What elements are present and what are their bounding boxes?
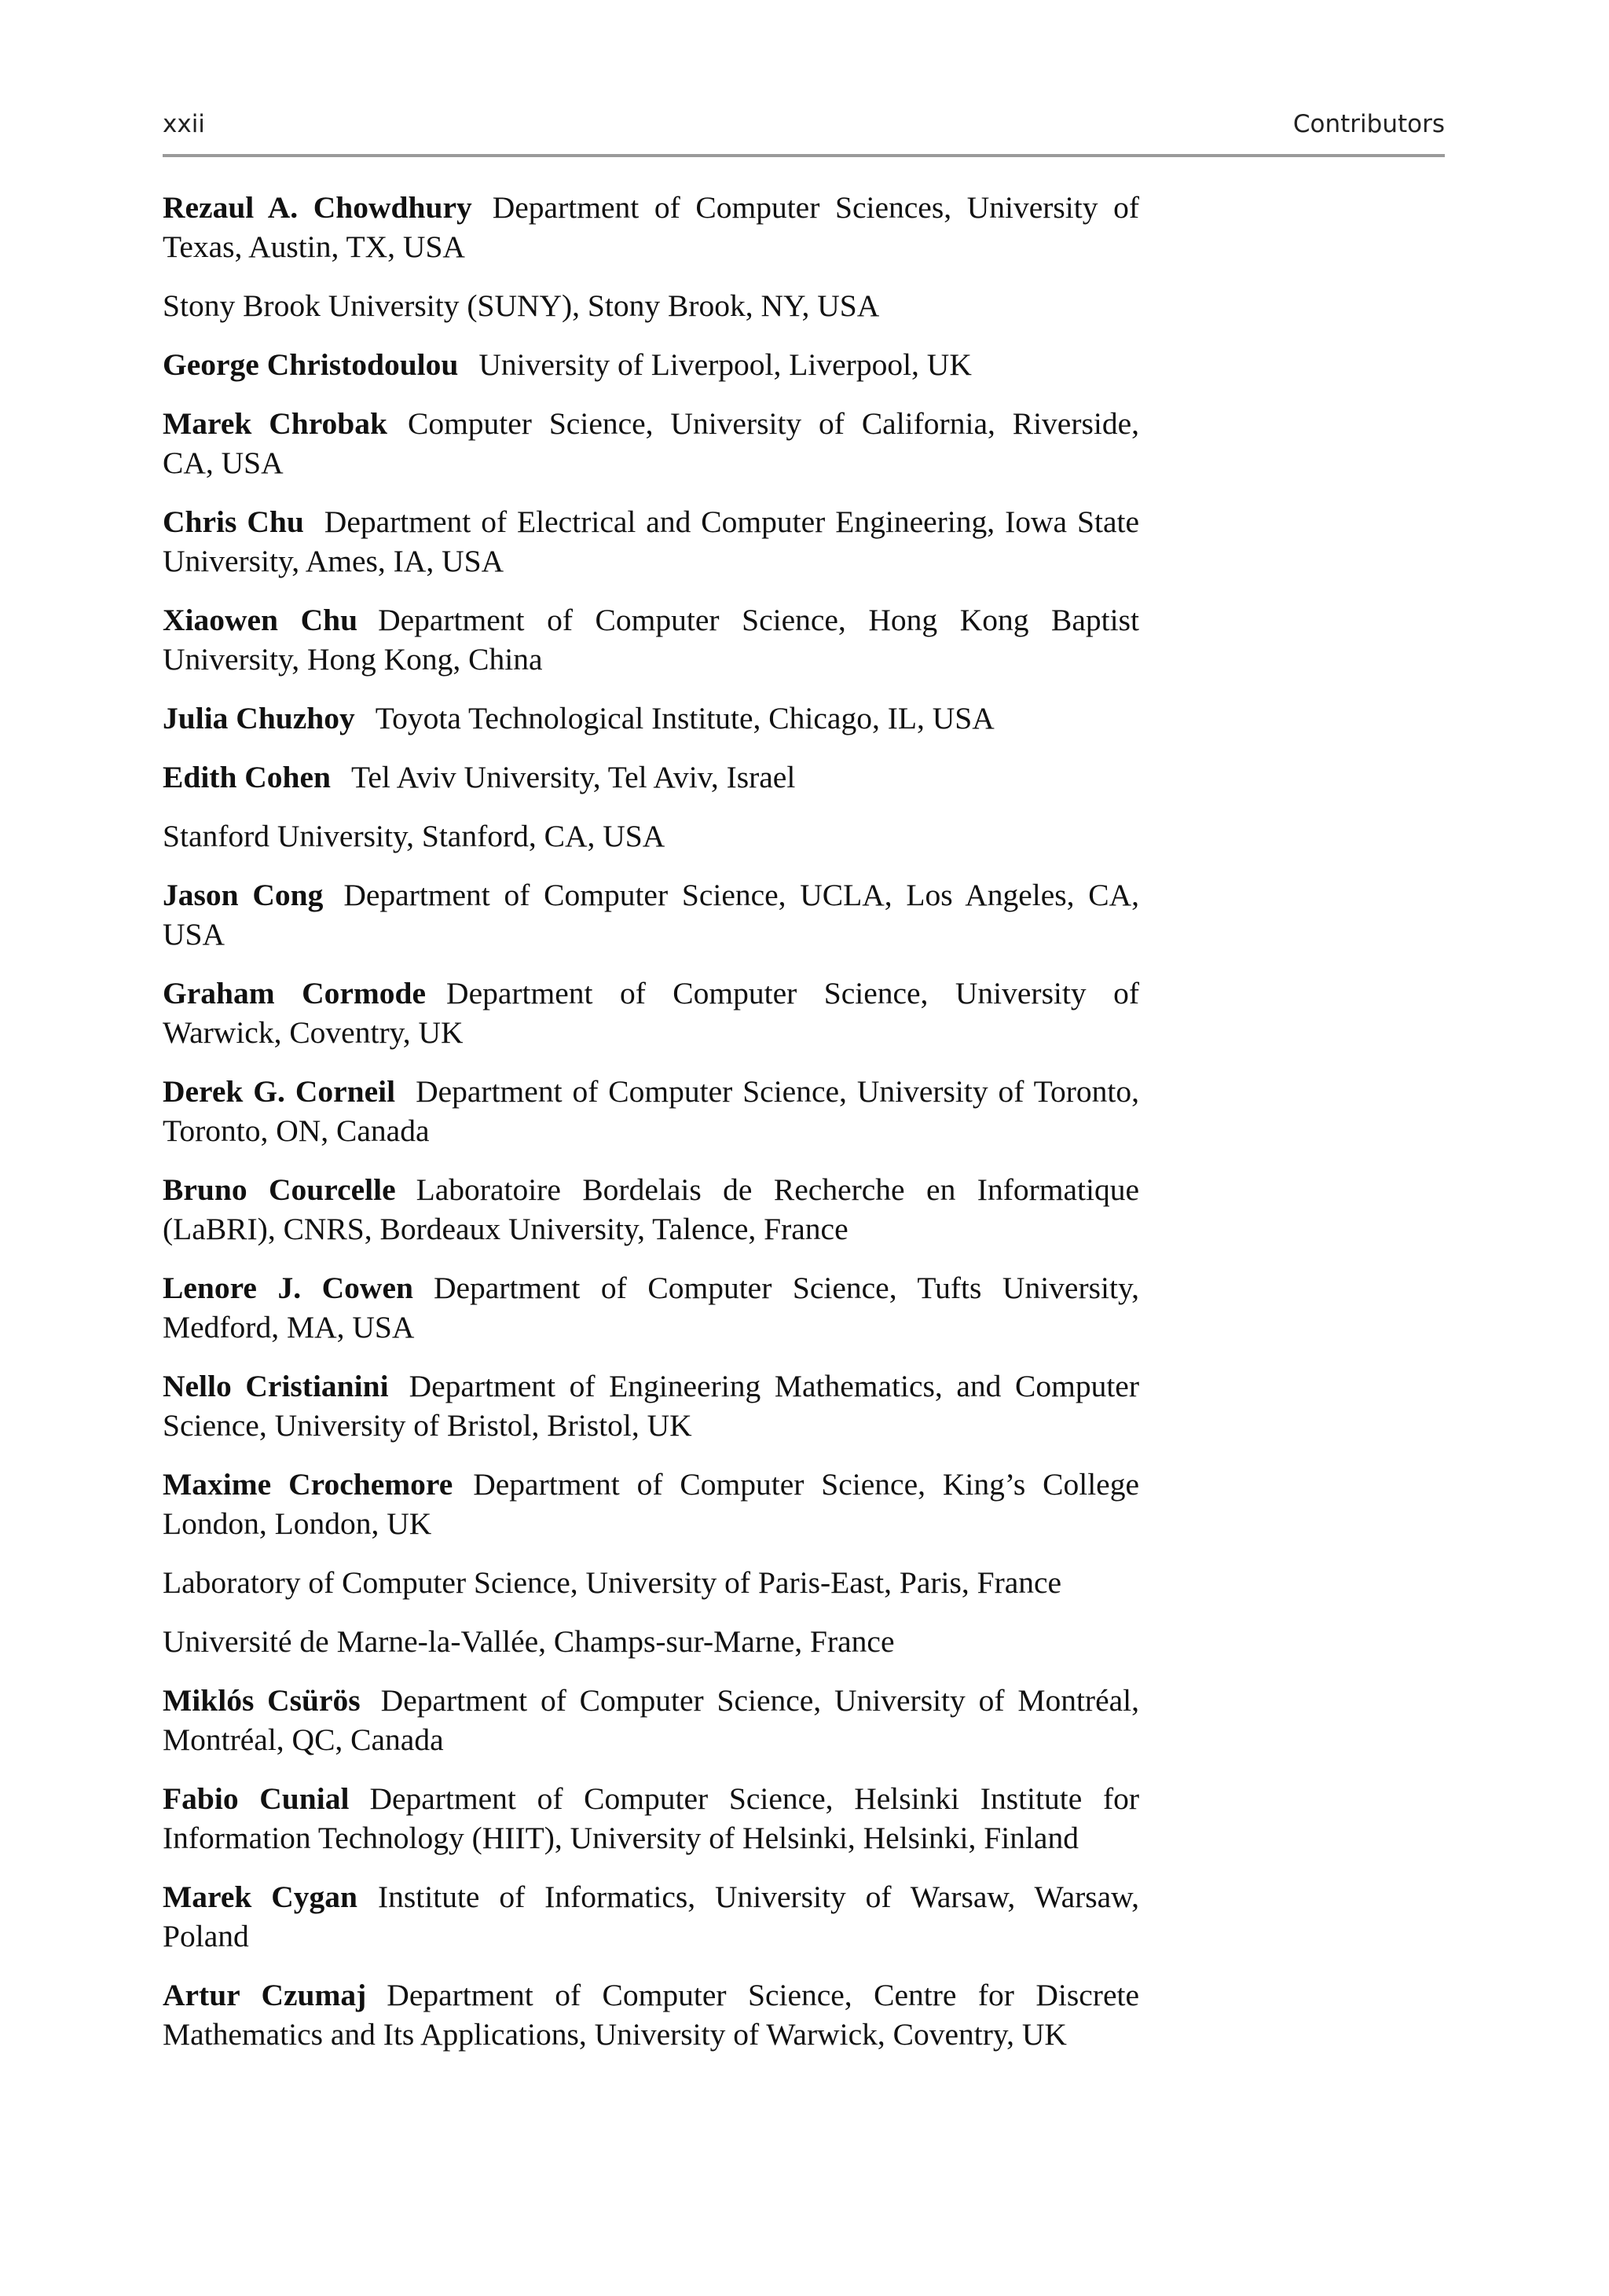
contributor-name: Fabio Cunial: [163, 1781, 350, 1816]
contributor-entry: [163, 816, 1139, 856]
contributor-affiliation: Department of Computer Science, University of Toronto, Toronto, ON, Canada: [163, 1074, 1139, 1148]
contributor-affiliation: Institute of Informatics, University of Warsaw, Warsaw, Poland: [163, 1880, 1139, 1953]
contributor-entry: [163, 1072, 1139, 1150]
contributor-affiliation: Laboratoire Bordelais de Recherche en Informatique (LaBRI), CNRS, Bordeaux University, Talence, France: [163, 1172, 1139, 1246]
contributor-entry: [163, 1779, 1139, 1858]
contributor-affiliation: Department of Computer Science, Tufts University, Medford, MA, USA: [163, 1271, 1140, 1344]
contributor-affiliation: Tel Aviv University, Tel Aviv, Israel: [351, 760, 796, 794]
contributor-list: [163, 188, 1139, 2074]
contributor-affiliation: Department of Computer Science, Centre for Discrete Mathematics and Its Applications, University of Warwick, Coventry, UK: [163, 1978, 1139, 2052]
contributor-affiliation: Department of Engineering Mathematics, and Computer Science, University of Bristol, Bristol, UK: [163, 1369, 1139, 1443]
contributor-name: Marek Chrobak: [163, 406, 387, 441]
contributor-name: Edith Cohen: [163, 760, 332, 794]
contributor-name: Graham Cormode: [163, 976, 427, 1010]
contributor-entry: [163, 757, 1139, 797]
contributor-name: Lenore J. Cowen: [163, 1271, 413, 1305]
contributor-affiliation: Department of Computer Science, University of Warwick, Coventry, UK: [163, 976, 1139, 1050]
contributor-entry: [163, 1366, 1139, 1445]
contributor-entry: [163, 1563, 1139, 1602]
contributor-affiliation: Department of Computer Science, UCLA, Los Angeles, CA, USA: [163, 878, 1139, 952]
contributor-entry: [163, 188, 1139, 266]
contributor-affiliation: Stony Brook University (SUNY), Stony Brook, NY, USA: [163, 288, 880, 323]
contributor-entry: [163, 286, 1139, 325]
contributor-name: Xiaowen Chu: [163, 603, 358, 637]
contributor-affiliation: Laboratory of Computer Science, University of Paris-East, Paris, France: [163, 1565, 1062, 1600]
contributor-entry: [163, 1465, 1139, 1543]
contributor-name: Marek Cygan: [163, 1880, 357, 1914]
contributor-entry: [163, 502, 1139, 581]
contributor-name: Julia Chuzhoy: [163, 701, 355, 735]
contributor-affiliation: Université de Marne-la-Vallée, Champs-sur-Marne, France: [163, 1624, 895, 1659]
contributor-entry: [163, 974, 1139, 1052]
contributor-name: Artur Czumaj: [163, 1978, 367, 2012]
contributor-name: Rezaul A. Chowdhury: [163, 190, 472, 225]
contributor-entry: [163, 404, 1139, 482]
contributor-name: Derek G. Corneil: [163, 1074, 396, 1109]
contributor-entry: [163, 1681, 1139, 1759]
contributor-affiliation: Stanford University, Stanford, CA, USA: [163, 819, 665, 853]
contributor-name: Nello Cristianini: [163, 1369, 389, 1403]
contributor-entry: [163, 600, 1139, 679]
page-number: xxii: [163, 110, 205, 138]
contributor-affiliation: Department of Computer Science, Helsinki Institute for Information Technology (HIIT), University of Helsinki, Helsinki, Finland: [163, 1781, 1139, 1855]
contributor-entry: [163, 1170, 1139, 1249]
contributor-entry: [163, 1622, 1139, 1661]
contributor-entry: [163, 1268, 1139, 1347]
contributor-entry: [163, 345, 1139, 384]
contributor-name: Jason Cong: [163, 878, 324, 912]
contributor-name: Maxime Crochemore: [163, 1467, 453, 1502]
contributor-affiliation: Computer Science, University of California, Riverside, CA, USA: [163, 406, 1139, 480]
contributor-name: Miklós Csürös: [163, 1683, 361, 1718]
page-header: [163, 110, 1445, 145]
contributor-entry: [163, 1975, 1139, 2054]
contributor-entry: [163, 875, 1139, 954]
contributor-affiliation: Toyota Technological Institute, Chicago, IL, USA: [375, 701, 995, 735]
running-title: Contributors: [1292, 110, 1445, 138]
contributor-affiliation: Department of Computer Science, University of Montréal, Montréal, QC, Canada: [163, 1683, 1139, 1757]
contributor-affiliation: Department of Computer Science, Hong Kong Baptist University, Hong Kong, China: [163, 603, 1139, 677]
contributor-name: Chris Chu: [163, 504, 304, 539]
header-rule: [163, 154, 1445, 157]
contributor-affiliation: Department of Computer Sciences, University of Texas, Austin, TX, USA: [163, 190, 1140, 264]
contributor-entry: [163, 699, 1139, 738]
contributor-affiliation: Department of Computer Science, King’s College London, London, UK: [163, 1467, 1139, 1541]
contributor-affiliation: University of Liverpool, Liverpool, UK: [478, 347, 972, 382]
contributor-entry: [163, 1877, 1139, 1956]
contributor-name: Bruno Courcelle: [163, 1172, 396, 1207]
contributor-name: George Christodoulou: [163, 347, 459, 382]
contributor-affiliation: Department of Electrical and Computer Engineering, Iowa State University, Ames, IA, USA: [163, 504, 1139, 578]
